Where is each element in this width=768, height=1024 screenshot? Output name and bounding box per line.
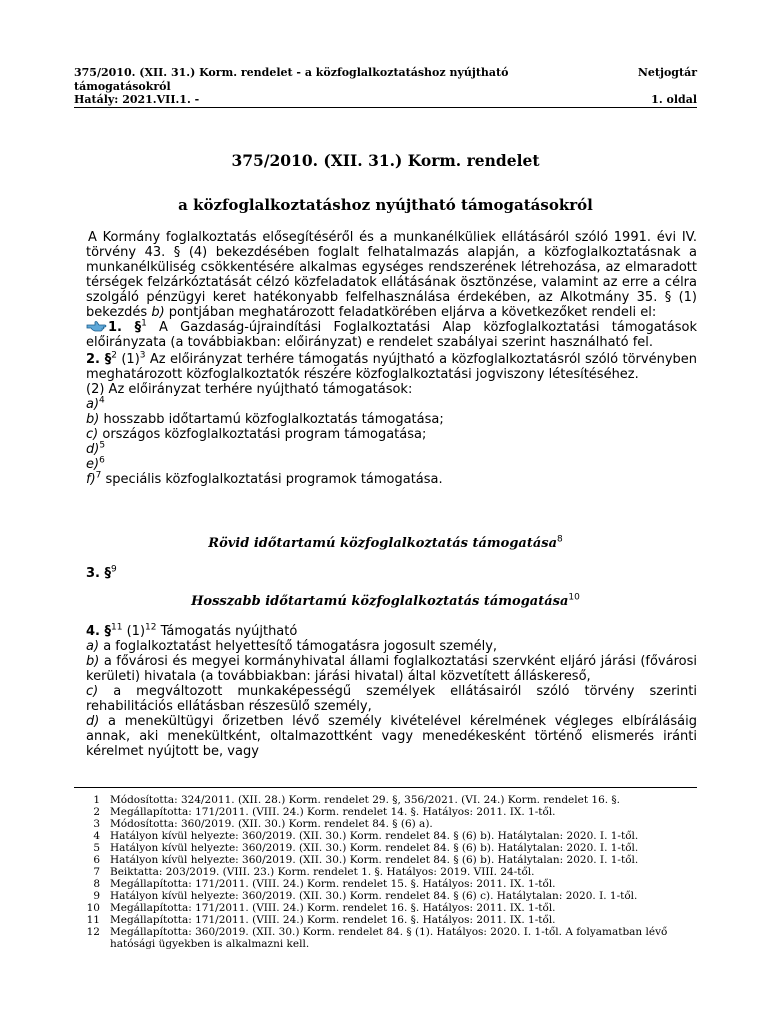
document-subtitle: a közfoglalkoztatáshoz nyújtható támogatásokról	[178, 196, 593, 214]
footnote: 9 Hatályon kívül helyezte: 360/2019. (XII. 30.) Korm. rendelet 84. § (6) c). Hatálytalan: 2020. I. 1-től.	[93, 890, 638, 902]
list-item-d: d)$^5$	[86, 440, 106, 457]
heading-long-term: Hosszabb időtartamú közfoglalkoztatás támogatása$^{10}$	[191, 592, 580, 609]
header-title: 375/2010. (XII. 31.) Korm. rendelet - a közfoglalkoztatáshoz nyújtható támogatásokról	[74, 66, 509, 93]
section-3: 3. §$^9$	[86, 564, 117, 581]
list-item-f: f)$^7$ speciális közfoglalkoztatási programok támogatása.	[86, 470, 443, 487]
footnote: 12 Megállapította: 360/2019. (XII. 30.) Korm. rendelet 84. § (1). Hatályos: 2020. I. 1-től. A folyamatban lévő hatósági ügyekben is alkalmazni kell.	[86, 926, 668, 950]
section-2-paragraph-2: (2) Az előirányzat terhére nyújtható támogatások:	[86, 382, 413, 397]
footnote-rule	[74, 787, 697, 788]
footnote: 10 Megállapította: 171/2011. (VIII. 24.) Korm. rendelet 16. §. Hatályos: 2011. IX. 1-től.	[86, 902, 556, 914]
list-item-b: b) hosszabb időtartamú közfoglalkoztatás támogatása;	[86, 412, 444, 427]
s4-item-b: b) a fővárosi és megyei kormányhivatal állami foglalkoztatási szervként eljáró járási (fővárosi kerületi) hivatala (a továbbiakban: járási hivatal) által közvetített álláskereső,	[86, 654, 697, 684]
section-4	[86, 624, 697, 759]
list-item-e: e)$^6$	[86, 455, 105, 472]
header-effective-date: Hatály: 2021.VII.1. -	[74, 93, 200, 106]
footnote: 8 Megállapította: 171/2011. (VIII. 24.) Korm. rendelet 15. §. Hatályos: 2011. IX. 1-től.	[93, 878, 556, 890]
s4-item-d: d) a menekültügyi őrizetben lévő személy kivételével kérelmének végleges elbírálásáig annak, aki menekültként, oltalmazottként vagy menedékesként történő elismerés iránti kérelmet nyújtott be, vagy	[86, 714, 697, 759]
footnote: 2 Megállapította: 171/2011. (VIII. 24.) Korm. rendelet 14. §. Hatályos: 2011. IX. 1-től.	[93, 806, 556, 818]
list-item-a: a)$^4$	[86, 395, 105, 412]
footnote: 7 Beiktatta: 203/2019. (VIII. 23.) Korm. rendelet 1. §. Hatályos: 2019. VIII. 24-től.	[93, 866, 535, 878]
pointing-hand-icon[interactable]	[86, 320, 108, 332]
heading-short-term: Rövid időtartamú közfoglalkoztatás támogatása$^8$	[208, 534, 563, 551]
footnote: 5 Hatályon kívül helyezte: 360/2019. (XII. 30.) Korm. rendelet 84. § (6) b). Hatálytalan: 2020. I. 1-től.	[93, 842, 639, 854]
header-rule	[74, 107, 697, 108]
s4-item-a: a) a foglalkoztatást helyettesítő támogatásra jogosult személy,	[86, 639, 498, 654]
footnote: 4 Hatályon kívül helyezte: 360/2019. (XII. 30.) Korm. rendelet 84. § (6) b). Hatálytalan: 2020. I. 1-től.	[93, 830, 639, 842]
section-2: 2. §$^2$ $(1)^3$ Az előirányzat terhére támogatás nyújtható a közfoglalkoztatásról szóló törvényben meghatározott közfoglalkoztatók részére közfoglalkoztatási jogviszony létesítéséhez.	[86, 350, 697, 382]
footnote: 11 Megállapította: 171/2011. (VIII. 24.) Korm. rendelet 16. §. Hatályos: 2011. IX. 1-től.	[86, 914, 556, 926]
section-1: 1. §$^1$ A Gazdaság-újraindítási Foglalkoztatási Alap közfoglalkoztatási támogatások előirányzata (a továbbiakban: előirányzat) e rendelet szabályai szerint használható fel.	[86, 318, 697, 350]
section-4-intro: 4. §$^{11}$ $(1)^{12}$ Támogatás nyújtható	[86, 622, 298, 639]
document-body	[86, 230, 697, 487]
s4-item-c: c) a megváltozott munkaképességű személyek ellátásairól szóló törvény szerinti rehabilitációs ellátásban részesülő személy,	[86, 684, 697, 714]
preamble: A Kormány foglalkoztatás elősegítéséről és a munkanélküliek ellátásáról szóló 1991. évi IV. törvény 43. § (4) bekezdésében foglalt felhatalmazás alapján, a közfoglalkoztatásnak a munkanélküliség csökkentésére alkalmas egységes rendszerének létrehozása, az elmaradott térségek felzárkóztatását célzó közfeladatok ellátásának ösztönzése, valamint az erre a célra szolgáló pénzügyi keret hatékonyabb felfelhasználása érdekében, az Alkotmány 35. § (1) bekezdés b) pontjában meghatározott feladatkörében eljárva a következőket rendeli el:	[86, 230, 697, 320]
footnote: 1 Módosította: 324/2011. (XII. 28.) Korm. rendelet 29. §, 356/2021. (VI. 24.) Korm. rendelet 16. §.	[93, 794, 621, 806]
list-item-c: c) országos közfoglalkoztatási program támogatása;	[86, 427, 427, 442]
header-page-number: 1. oldal	[651, 93, 697, 106]
footnotes	[74, 794, 697, 950]
footnote: 6 Hatályon kívül helyezte: 360/2019. (XII. 30.) Korm. rendelet 84. § (6) b). Hatálytalan: 2020. I. 1-től.	[93, 854, 639, 866]
footnote: 3 Módosította: 360/2019. (XII. 30.) Korm. rendelet 84. § (6) a).	[93, 818, 433, 830]
header-source: Netjogtár	[637, 66, 697, 79]
document-title: 375/2010. (XII. 31.) Korm. rendelet	[231, 151, 540, 170]
